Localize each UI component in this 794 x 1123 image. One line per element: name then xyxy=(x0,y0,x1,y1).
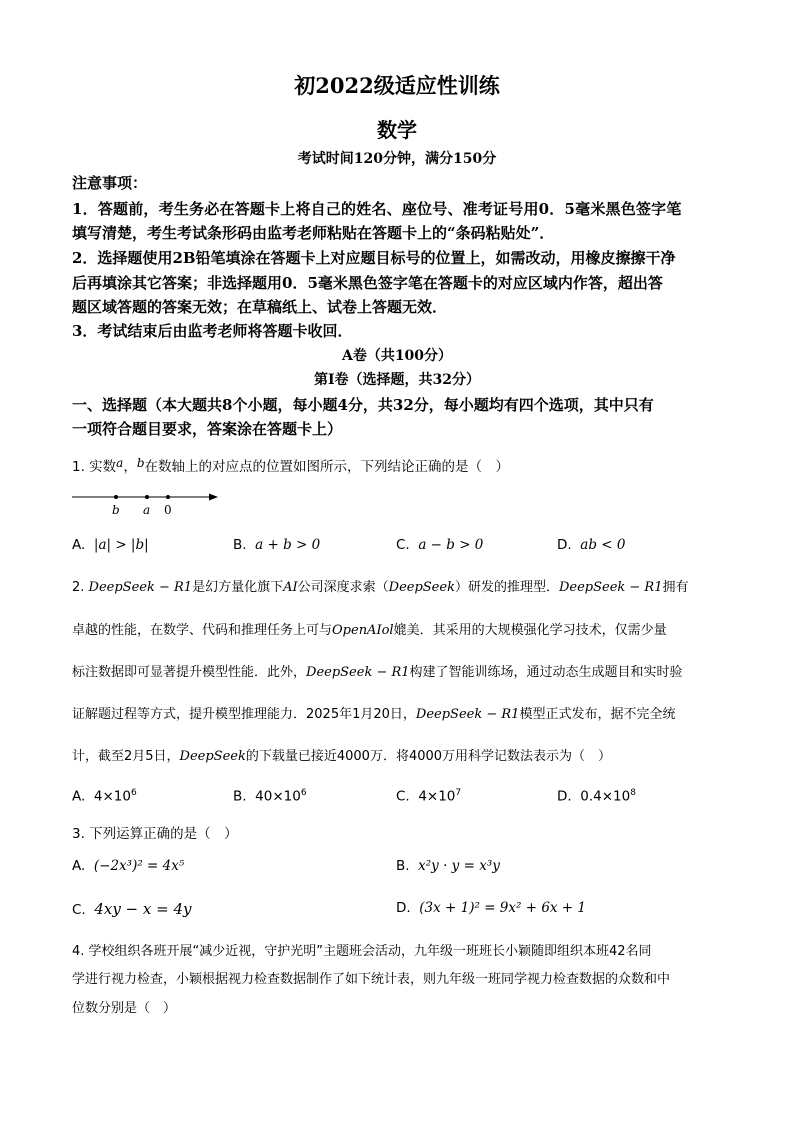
q1-option-d: D. ab < 0 xyxy=(557,537,626,553)
part1-heading: 第Ⅰ卷（选择题，共32分） xyxy=(313,372,481,388)
question-1-stem: 1. 实数a，b在数轴上的对应点的位置如图所示，下列结论正确的是（ ） xyxy=(72,456,510,475)
part1-instruction: 一、选择题（本大题共8个小题，每小题4分，共32分，每小题均有四个选项，其中只有 xyxy=(72,396,654,414)
q1-option-a: A. |a| > |b| xyxy=(72,537,149,553)
question-3-stem: 3. 下列运算正确的是（ ） xyxy=(72,826,238,842)
question-4-line: 位数分别是（ ） xyxy=(72,1001,177,1016)
notes-heading: 注意事项： xyxy=(72,174,148,192)
subject-title: 数学 xyxy=(377,118,417,142)
axis-label-a: a xyxy=(143,503,151,517)
question-2-line: 卓越的性能，在数学、代码和推理任务上可与OpenAIol媲美．其采用的大规模强化学习技术，仅需少量 xyxy=(72,623,667,638)
notes-line: 1．答题前，考生务必在答题卡上将自己的姓名、座位号、准考证号用0．5毫米黑色签字笔 xyxy=(72,200,682,218)
notes-line: 3．考试结束后由监考老师将答题卡收回． xyxy=(72,322,353,340)
point-zero xyxy=(166,495,170,499)
question-2-line: 计，截至2月5日，DeepSeek的下载量已接近4000万．将4000万用科学记数法表示为（ ） xyxy=(72,749,612,764)
q3-option-d: D. (3x + 1)² = 9x² + 6x + 1 xyxy=(396,900,587,916)
notes-line: 填写清楚，考生考试条形码由监考老师粘贴在答题卡上的“条码粘贴处”． xyxy=(72,224,555,242)
question-4-line: 学进行视力检查，小颖根据视力检查数据制作了如下统计表，则九年级一班同学视力检查数据的众数和中 xyxy=(72,972,671,987)
question-4-line: 4. 学校组织各班开展“减少近视，守护光明”主题班会活动，九年级一班班长小颖随即组织本班42名同 xyxy=(72,944,652,959)
q2-option-c: C. $4\times 10^7$ xyxy=(396,788,462,805)
q1-option-c: C. a − b > 0 xyxy=(396,537,484,553)
q3-option-b: B. x²y · y = x³y xyxy=(396,858,500,874)
q2-option-a: A. $4\times 10^6$ xyxy=(72,788,137,805)
q2-option-d: D. $0.4\times 10^8$ xyxy=(557,788,636,805)
point-b xyxy=(114,495,118,499)
a-volume-heading: A卷（共100分） xyxy=(341,348,453,364)
q3-option-a: A. (−2x³)² = 4x⁵ xyxy=(72,858,185,874)
axis-label-zero: 0 xyxy=(164,503,172,517)
axis-label-b: b xyxy=(112,503,120,517)
number-line-arrow xyxy=(209,494,218,501)
notes-line: 2．选择题使用2B铅笔填涂在答题卡上对应题目标号的位置上，如需改动，用橡皮擦擦干净 xyxy=(72,249,676,267)
question-2-line: 标注数据即可显著提升模型性能．此外，DeepSeek − R1构建了智能训练场，通过动态生成题目和实时验 xyxy=(72,665,683,680)
question-2-line: 2. DeepSeek − R1是幻方量化旗下AI公司深度求索（DeepSeek）研发的推理型．DeepSeek − R1拥有 xyxy=(72,580,689,595)
exam-info: 考试时间120分钟，满分150分 xyxy=(297,151,497,167)
paper-title: 初2022级适应性训练 xyxy=(294,73,500,98)
question-2-line: 证解题过程等方式，提升模型推理能力．2025年1月20日，DeepSeek − R1模型正式发布，据不完全统 xyxy=(72,707,676,722)
q1-option-b: B. a + b > 0 xyxy=(233,537,321,553)
notes-line: 题区域答题的答案无效；在草稿纸上、试卷上答题无效． xyxy=(72,298,448,316)
notes-line: 后再填涂其它答案；非选择题用0．5毫米黑色签字笔在答题卡的对应区域内作答，超出答 xyxy=(72,274,663,292)
number-line-figure xyxy=(72,488,232,518)
q2-option-b: B. $40\times 10^6$ xyxy=(233,788,307,805)
q3-option-c: C. 4xy − x = 4y xyxy=(72,900,192,918)
part1-instruction: 一项符合题目要求，答案涂在答题卡上） xyxy=(72,420,343,438)
point-a xyxy=(145,495,149,499)
